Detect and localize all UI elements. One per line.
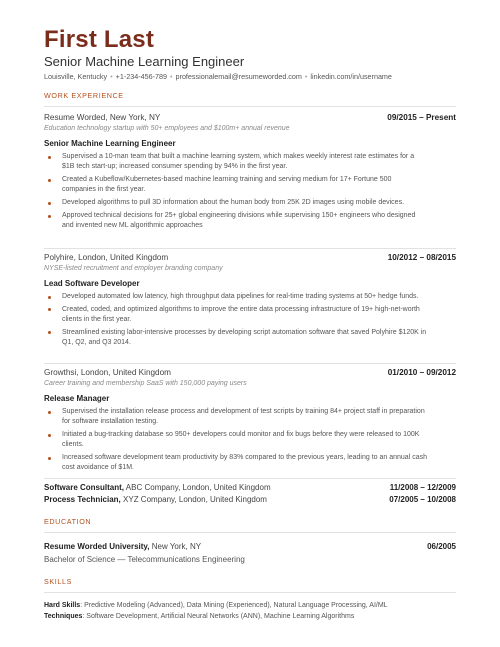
earlier-role bbox=[44, 483, 456, 495]
job-role: Release Manager bbox=[44, 394, 110, 403]
bullet-item: Approved technical decisions for 25+ global engineering divisions while supervising 150+ engineers who designed and invented new ML algorithmic approaches bbox=[44, 211, 427, 231]
job-bullets bbox=[44, 152, 456, 231]
entry-divider bbox=[44, 248, 456, 249]
contact-separator: • bbox=[170, 72, 173, 81]
candidate-title: Senior Machine Learning Engineer bbox=[44, 54, 245, 69]
contact-linkedin[interactable]: linkedin.com/in/username bbox=[310, 72, 392, 81]
education-location: New York, NY bbox=[151, 542, 202, 551]
bullet-item: Created, coded, and optimized algorithms to improve the entire data processing infrastructure of 19+ high-net-worth clients in the first year. bbox=[44, 305, 427, 325]
section-heading-education: EDUCATION bbox=[44, 517, 92, 526]
job-description: Education technology startup with 50+ employees and $100m+ annual revenue bbox=[44, 125, 290, 132]
skills-hard bbox=[44, 602, 388, 609]
education-date: 06/2005 bbox=[427, 542, 456, 551]
education-entry bbox=[44, 542, 456, 554]
earlier-role-company: ABC Company, London, United Kingdom bbox=[125, 483, 271, 492]
bullet-item: Supervised a 10-man team that built a machine learning system, which makes weekly interest rate estimates for a $1B tech start-up; increased consumer spending by 94% in the first year. bbox=[44, 152, 427, 172]
job-role: Lead Software Developer bbox=[44, 279, 140, 288]
education-school: Resume Worded University, bbox=[44, 542, 150, 551]
entry-divider bbox=[44, 363, 456, 364]
earlier-role bbox=[44, 495, 456, 507]
job-role: Senior Machine Learning Engineer bbox=[44, 139, 176, 148]
earlier-role-date: 11/2008 – 12/2009 bbox=[389, 483, 456, 492]
bullet-item: Developed algorithms to pull 3D information about the human body from 25K 2D images using mobile devices. bbox=[44, 198, 427, 208]
section-divider bbox=[44, 106, 456, 107]
job-description: Career training and membership SaaS with 150,000 paying users bbox=[44, 380, 247, 387]
skills-tech-label: Techniques bbox=[44, 613, 83, 620]
job-entry bbox=[44, 368, 456, 476]
job-company: Resume Worded, New York, NY bbox=[44, 113, 161, 122]
job-company: Polyhire, London, United Kingdom bbox=[44, 253, 169, 262]
skills-techniques bbox=[44, 613, 354, 620]
earlier-role-date: 07/2005 – 10/2008 bbox=[389, 495, 456, 504]
section-divider bbox=[44, 532, 456, 533]
job-date: 01/2010 – 09/2012 bbox=[387, 368, 456, 377]
contact-separator: • bbox=[304, 72, 308, 81]
skills-hard-label: Hard Skills bbox=[44, 602, 81, 609]
bullet-item: Supervised the installation release process and development of test scripts by training 84+ project staff in preparation for software installation testing. bbox=[44, 407, 427, 427]
section-heading-skills: SKILLS bbox=[44, 577, 72, 586]
bullet-item: Streamlined existing labor-intensive processes by developing script automation software that saved Polyhire $120K in Q1, Q2, and Q3 2014. bbox=[44, 328, 427, 348]
section-heading-work: WORK EXPERIENCE bbox=[44, 91, 124, 100]
earlier-role-company: XYZ Company, London, United Kingdom bbox=[123, 495, 267, 504]
job-entry bbox=[44, 253, 456, 351]
job-bullets bbox=[44, 407, 456, 474]
job-bullets bbox=[44, 292, 456, 348]
job-entry bbox=[44, 113, 456, 234]
bullet-item: Initiated a bug-tracking database so 950+ developers could monitor and fix bugs before they were released to 100K clients. bbox=[44, 430, 427, 450]
job-header bbox=[44, 113, 456, 125]
bullet-item: Created a Kubeflow/Kubernetes-based machine learning training and serving medium for 17+ Fortune 500 companies in the first year. bbox=[44, 175, 427, 195]
contact-location: Louisville, Kentucky bbox=[44, 72, 108, 81]
contact-line bbox=[44, 72, 392, 81]
section-divider bbox=[44, 592, 456, 593]
job-date: 10/2012 – 08/2015 bbox=[387, 253, 456, 262]
job-header bbox=[44, 368, 456, 380]
bullet-item: Developed automated low latency, high throughput data pipelines for real-time trading systems at 50+ hedge funds. bbox=[44, 292, 427, 302]
earlier-role-title: Software Consultant, bbox=[44, 483, 125, 492]
contact-email[interactable]: professionalemail@resumeworded.com bbox=[175, 72, 302, 81]
earlier-role-title: Process Technician, bbox=[44, 495, 121, 504]
education-degree: Bachelor of Science — Telecommunications Engineering bbox=[44, 555, 245, 564]
job-company: Growthsi, London, United Kingdom bbox=[44, 368, 171, 377]
skills-tech-list: : Software Development, Artificial Neural Networks (ANN), Machine Learning Algorithms bbox=[82, 613, 355, 620]
contact-phone: +1-234-456-789 bbox=[115, 72, 168, 81]
entry-divider bbox=[44, 478, 456, 479]
job-header bbox=[44, 253, 456, 265]
bullet-item: Increased software development team productivity by 83% compared to the previous years, leading to an annual cash cost avoidance of $1M. bbox=[44, 453, 427, 473]
job-description: NYSE-listed recruitment and employer branding company bbox=[44, 265, 223, 272]
skills-hard-list: : Predictive Modeling (Advanced), Data Mining (Experienced), Natural Language Processing, AI/ML bbox=[80, 602, 388, 609]
job-date: 09/2015 – Present bbox=[387, 113, 456, 122]
contact-separator: • bbox=[110, 72, 113, 81]
candidate-name: First Last bbox=[44, 26, 155, 53]
